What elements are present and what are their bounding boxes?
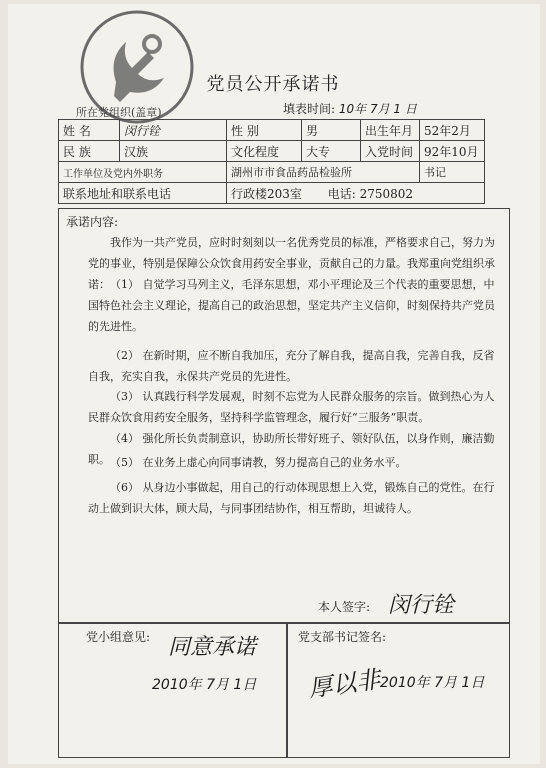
birth-label: 出生年月 [361,120,420,141]
promise-item-1: （1） 自觉学习马列主义，毛泽东思想，邓小平理论及三个代表的重要思想，中国特色社会主义理论，提高自己的政治思想，坚定共产主义信仰，时刻保持共产党员的先进性。 [88,278,495,333]
group-opinion-date: 2010年 7月 1日 [152,677,257,693]
promise-item-6: （6） 从身边小事做起，用自己的行动体现思想上入党，锻炼自己的党性。在行动上做到识大体，顾大局，与同事团结协作，相互帮助，坦诚待人。 [88,481,495,515]
phone-label: 电话: [327,186,356,201]
join-label: 入党时间 [361,141,420,162]
join-value: 92年10月 [420,141,485,162]
signer-label: 本人签字: [318,600,371,614]
work-value: 湖州市市食品药品检验所 [227,162,420,183]
table-row [59,141,485,162]
table-row [59,183,485,204]
address-label: 联系地址和联系电话 [59,183,227,204]
promise-item-3: （3） 认真践行科学发展观，时刻不忘党为人民群众服务的宗旨。做到热心为人民群众饮食用药安全服务，坚持科学监管理念，履行好“三服务”职责。 [88,390,495,424]
promise-item-5: （5） 在业务上虚心向同事请教，努力提高自己的业务水平。 [110,456,407,469]
info-table [58,119,485,204]
work-role: 书记 [420,162,485,183]
ethnic-label: 民 族 [59,141,120,162]
table-row [59,162,485,183]
fill-date-label: 填表时间: [283,102,336,116]
org-stamp-label: 所在党组织(盖章) [76,106,162,119]
fill-date-row [283,100,417,117]
gender-value: 男 [302,120,361,141]
secretary-signature: 厚以非 [306,665,382,703]
group-opinion-handwriting: 同意承诺 [168,635,257,660]
name-value: 闵行铨 [120,120,227,141]
promise-intro: 我作为一共产党员，应时时刻刻以一名优秀党员的标准，严格要求自己，努力为党的事业，特别是保障公众饮食用药安全事业，贡献自己的力量。我郑重向党组织承诺： [88,236,495,291]
address-value: 行政楼203室 [231,186,302,201]
secretary-date: 2010年 7月 1日 [380,675,485,691]
birth-value: 52年2月 [420,120,485,141]
name-label: 姓 名 [59,120,120,141]
document-title: 党员公开承诺书 [206,74,340,95]
signer-signature: 闵行铨 [388,593,455,618]
address-cell [227,183,485,204]
gender-label: 性 别 [227,120,302,141]
edu-value: 大专 [302,141,361,162]
table-row [59,120,485,141]
promise-heading: 承诺内容: [66,215,119,229]
fill-date-value: 10年 7月 1 日 [338,102,417,116]
promise-item-2: （2） 在新时期，应不断自我加压，充分了解自我，提高自我，完善自我，反省自我，充实自我，永保共产党员的先进性。 [88,349,495,383]
edu-label: 文化程度 [227,141,302,162]
group-opinion-label: 党小组意见: [86,630,151,644]
secretary-label: 党支部书记签名: [298,630,387,644]
phone-value: 2750802 [359,186,414,201]
work-label: 工作单位及党内外职务 [59,162,227,183]
promise-item-4: （4） 强化所长负责制意识，协助所长带好班子、领好队伍，以身作则，廉洁勤职。 [88,432,495,466]
ethnic-value: 汉族 [120,141,227,162]
